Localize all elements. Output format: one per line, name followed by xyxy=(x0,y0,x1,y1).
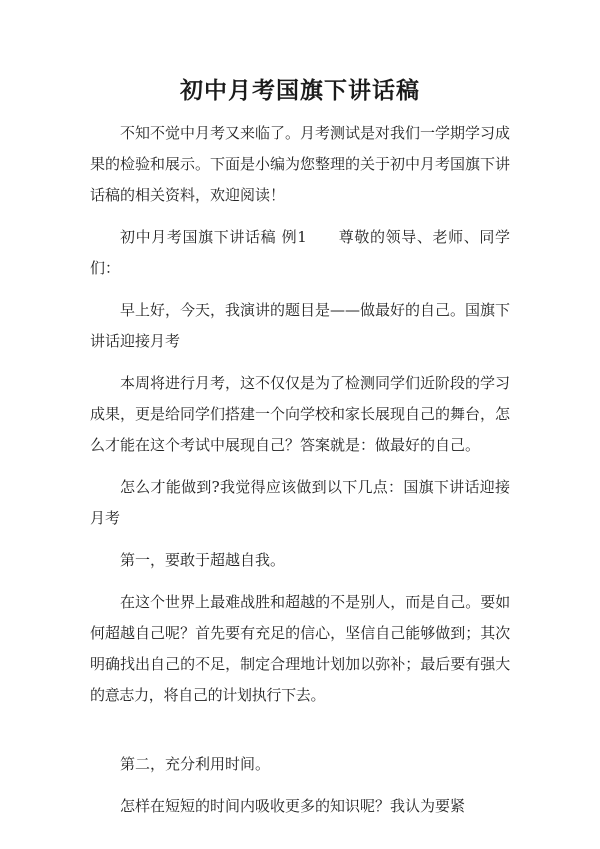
document-title: 初中月考国旗下讲话稿 xyxy=(180,77,420,104)
paragraph-point-two: 第二，充分利用时间。 xyxy=(120,755,271,773)
paragraph-greeting: 早上好，今天，我演讲的题目是——做最好的自己。国旗下讲话迎接月考 xyxy=(90,301,511,350)
paragraph-point-one: 第一，要敢于超越自我。 xyxy=(120,551,286,569)
paragraph-point-two-detail: 怎样在短短的时间内吸收更多的知识呢？我认为要紧 xyxy=(120,797,466,815)
paragraph-intro: 不知不觉中月考又来临了。月考测试是对我们一学期学习成果的检验和展示。下面是小编为您整理的关于初中月考国旗下讲话稿的相关资料，欢迎阅读！ xyxy=(90,124,511,204)
paragraph-point-one-detail: 在这个世界上最难战胜和超越的不是别人，而是自己。要如何超越自己呢？首先要有充足的信心，坚信自己能够做到；其次明确找出自己的不足，制定合理地计划加以弥补；最后要有强大的意志力，将自己的计划执行下去。 xyxy=(90,593,510,704)
document-body xyxy=(90,118,510,833)
paragraph-how-to: 怎么才能做到?我觉得应该做到以下几点：国旗下讲话迎接月考 xyxy=(90,478,510,527)
paragraph-example-heading: 初中月考国旗下讲话稿 例1 尊敬的领导、老师、同学们： xyxy=(90,228,510,277)
paragraph-monthly-exam: 本周将进行月考，这不仅仅是为了检测同学们近阶段的学习成果，更是给同学们搭建一个向学校和家长展现自己的舞台，怎么才能在这个考试中展现自己？答案就是：做最好的自己。 xyxy=(90,374,511,454)
